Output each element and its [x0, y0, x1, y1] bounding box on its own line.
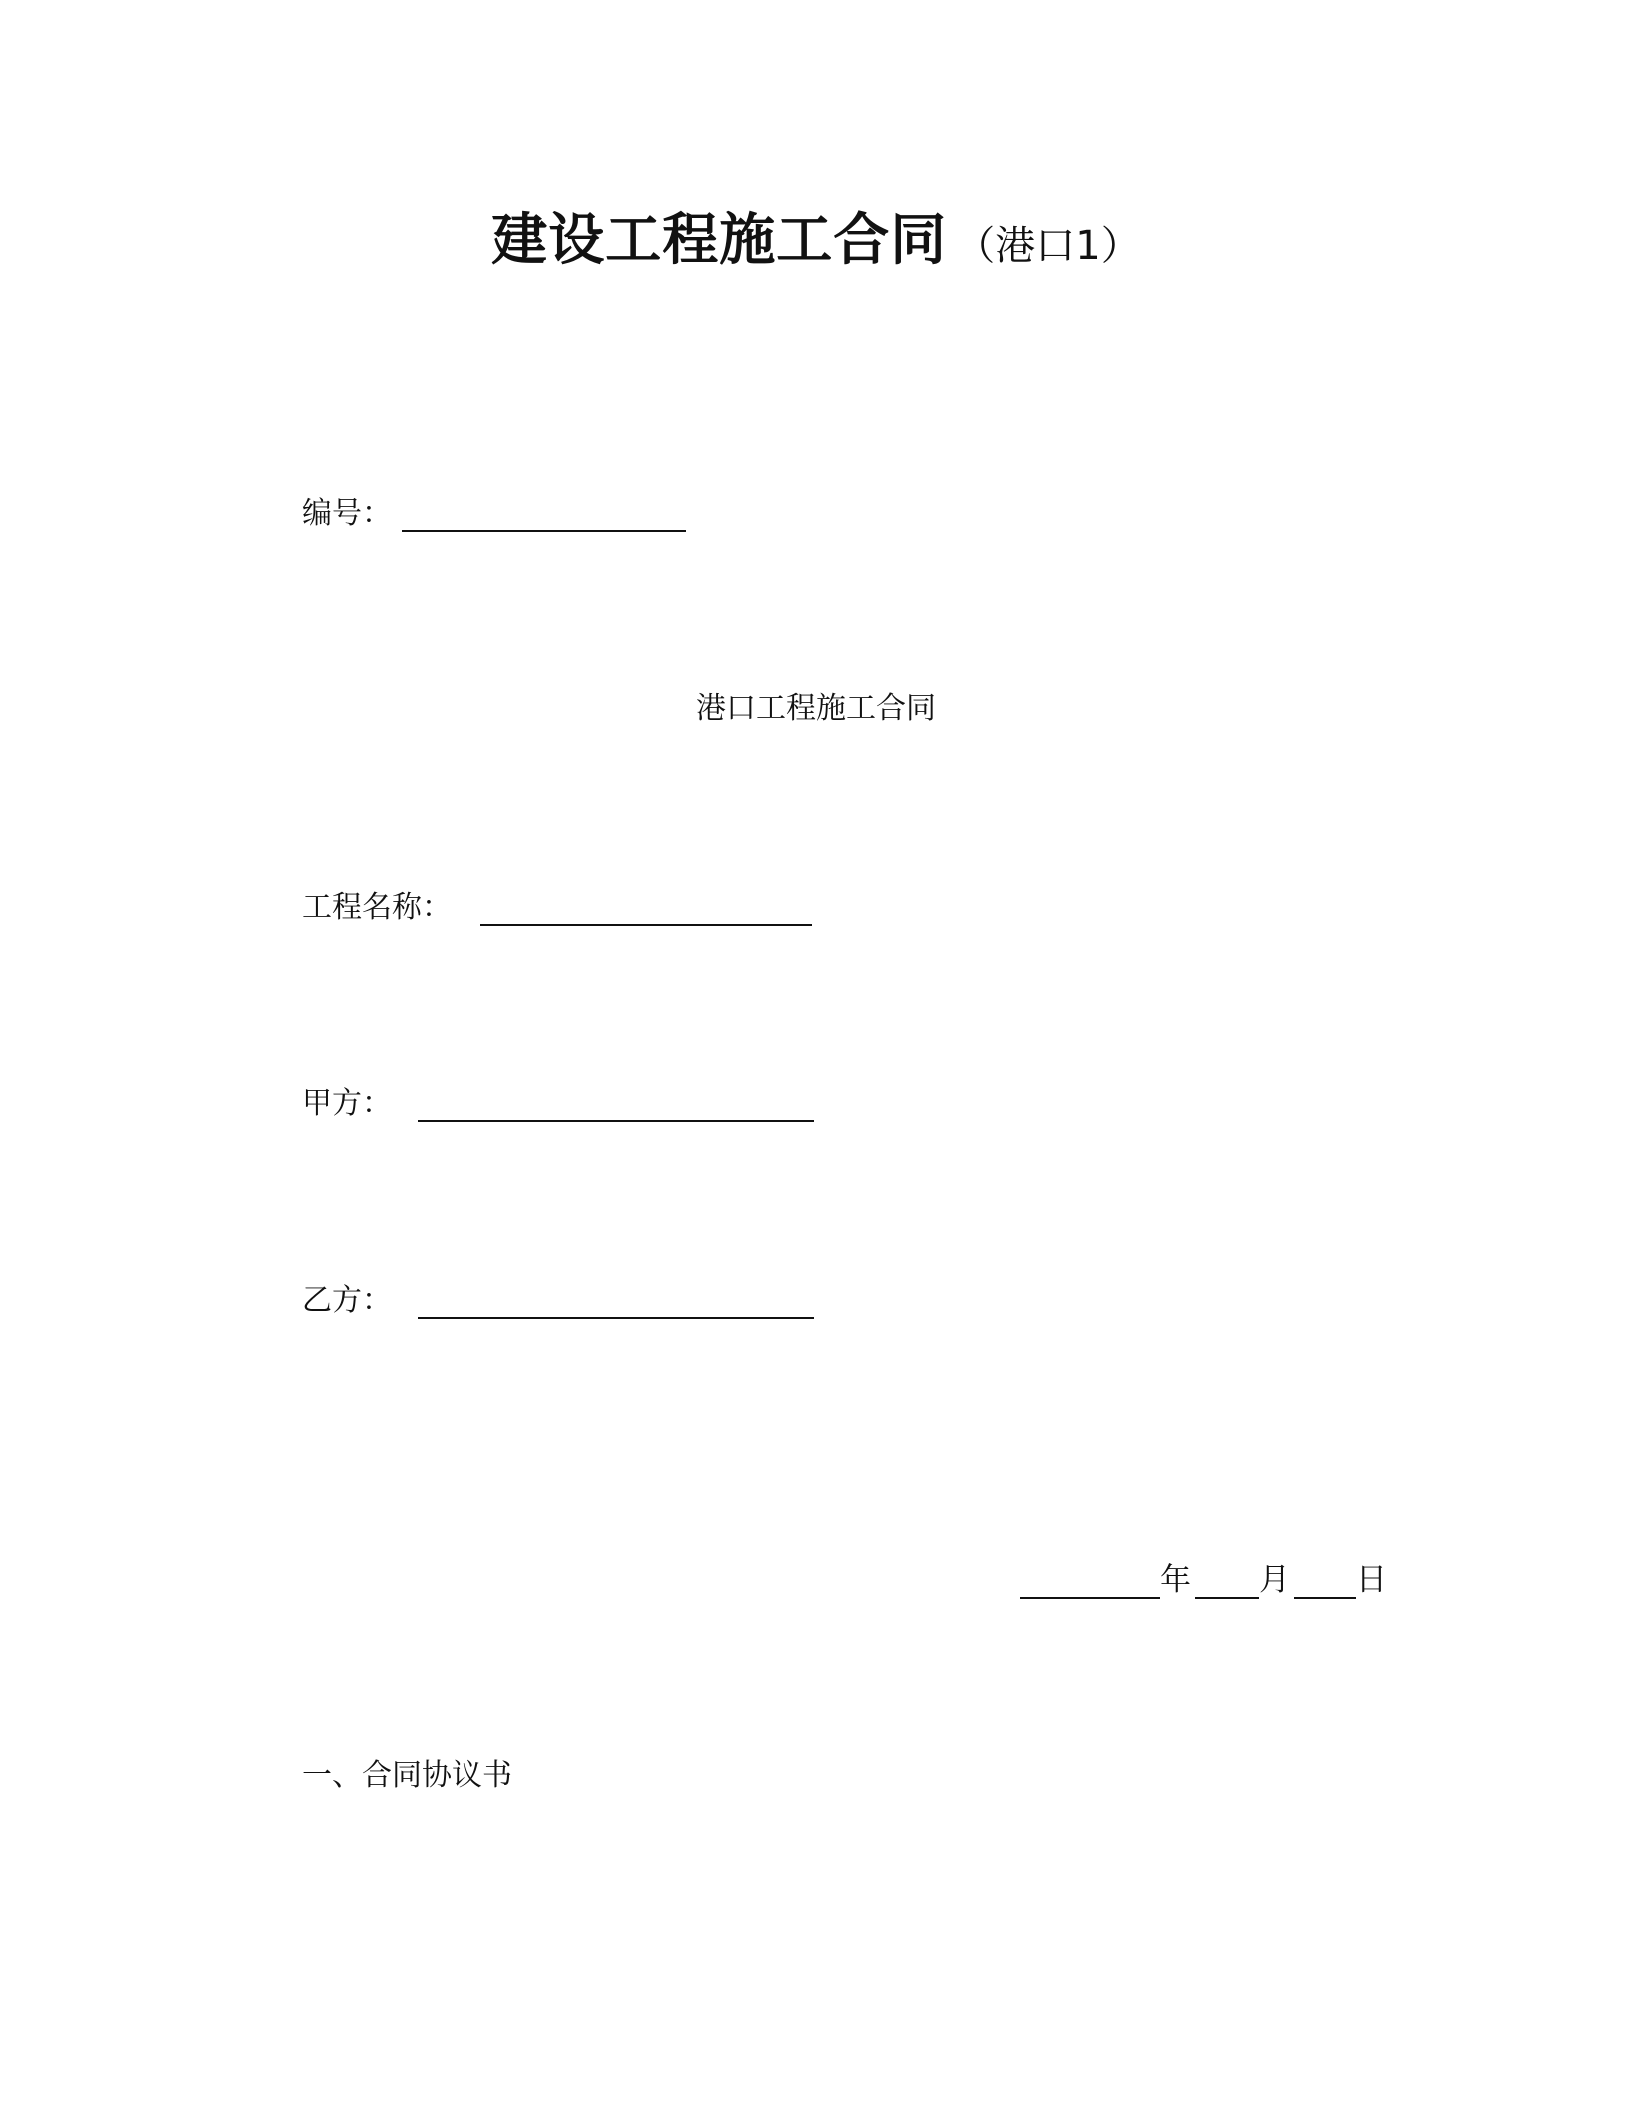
section-heading-agreement: 一、合同协议书	[302, 1758, 512, 1793]
day-blank[interactable]	[1294, 1567, 1356, 1599]
contract-number-blank[interactable]	[402, 500, 686, 532]
year-blank[interactable]	[1020, 1567, 1160, 1599]
contract-number-label: 编号：	[302, 496, 392, 531]
document-title	[0, 196, 1632, 276]
party-a-label: 甲方：	[302, 1086, 392, 1121]
project-name-blank[interactable]	[480, 894, 812, 926]
party-b-label: 乙方：	[302, 1283, 392, 1318]
party-a-field	[302, 1078, 814, 1122]
contract-number-field	[302, 488, 686, 532]
title-suffix: （港口1）	[955, 223, 1141, 269]
year-label: 年	[1160, 1562, 1191, 1598]
document-subtitle: 港口工程施工合同	[696, 691, 936, 726]
party-a-blank[interactable]	[418, 1090, 814, 1122]
month-blank[interactable]	[1195, 1567, 1259, 1599]
party-b-blank[interactable]	[418, 1287, 814, 1319]
project-name-label: 工程名称：	[302, 890, 452, 925]
month-label: 月	[1259, 1562, 1290, 1598]
project-name-field	[302, 882, 812, 926]
day-label: 日	[1356, 1562, 1387, 1598]
signing-date	[1020, 1554, 1387, 1599]
party-b-field	[302, 1275, 814, 1319]
title-main: 建设工程施工合同	[491, 208, 948, 273]
